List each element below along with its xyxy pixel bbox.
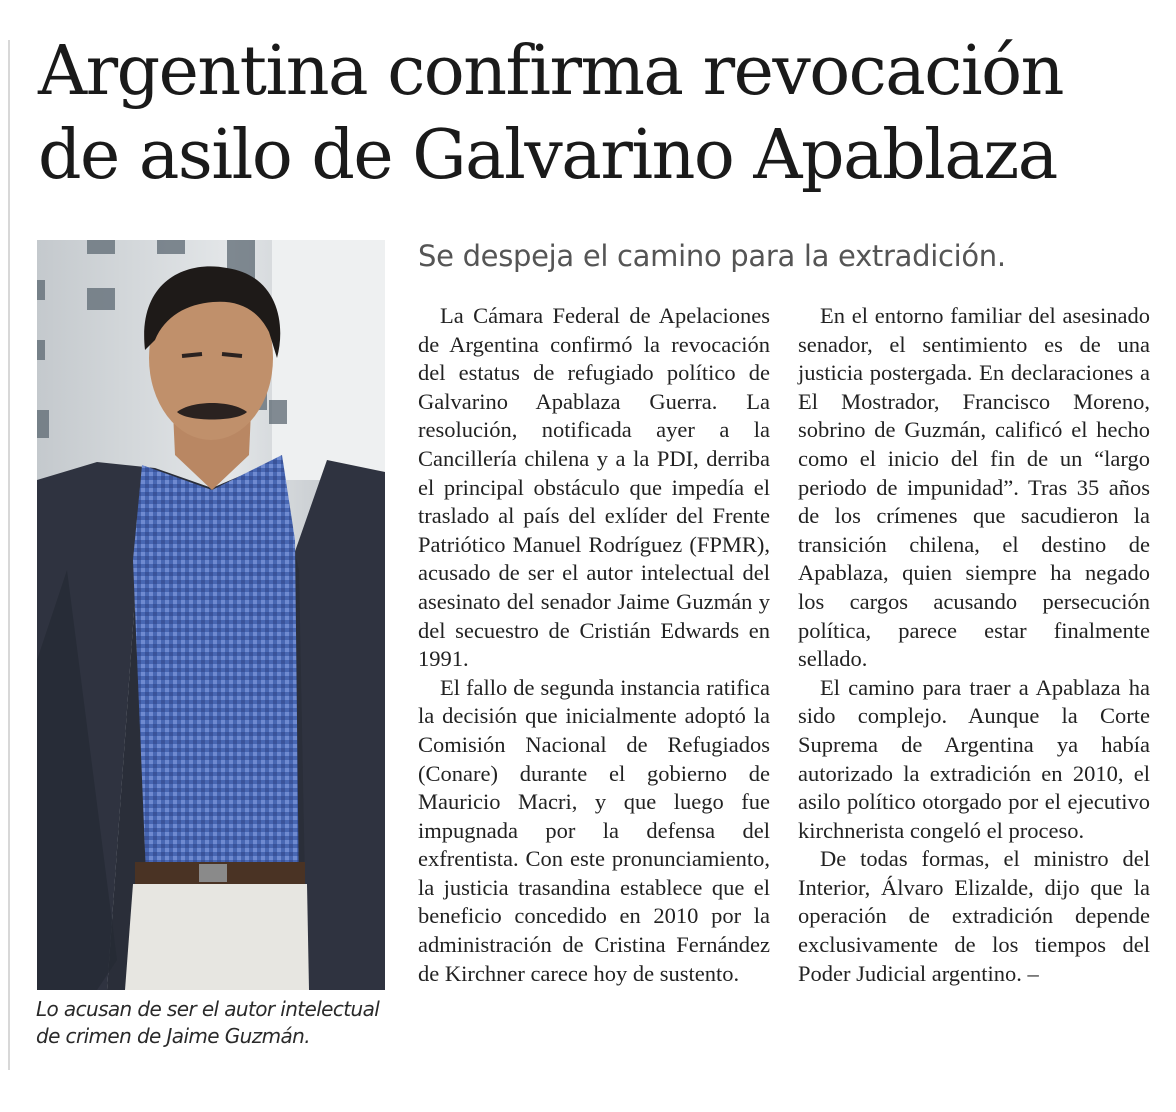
body-column-2 [798, 302, 1150, 988]
photo-caption: Lo acusan de ser el autor intelectual de crimen de Jaime Guzmán. [36, 997, 380, 1048]
paragraph: La Cámara Federal de Apelaciones de Argentina confirmó la revocación del estatus de refugiado político de Galvarino Apablaza Guerra. La resolución, notificada ayer a la Cancillería chilena y a la PDI, derriba el principal obstáculo que impedía el traslado al país del exlíder del Frente Patriótico Manuel Rodríguez (FPMR), acusado de ser el autor intelectual del asesinato del senador Jaime Guzmán y del secuestro de Cristián Edwards en 1991. [418, 303, 770, 672]
subheadline: Se despeja el camino para la extradición. [418, 239, 1006, 273]
page-left-rule [8, 40, 10, 1070]
paragraph: De todas formas, el ministro del Interior, Álvaro Elizalde, dijo que la operación de extradición depende exclusivamente de los tiempos del Poder Judicial argentino. – [798, 846, 1150, 986]
paragraph: El fallo de segunda instancia ratifica la decisión que inicialmente adoptó la Comisión Nacional de Refugiados (Conare) durante el gobierno de Mauricio Macri, y que luego fue impugnada por la defensa del exfrentista. Con este pronunciamiento, la justicia trasandina establece que el beneficio concedido en 2010 por la administración de Cristina Fernández de Kirchner carece hoy de sustento. [418, 674, 770, 986]
headline-line-2: de asilo de Galvarino Apablaza [38, 116, 1057, 195]
article-photo [37, 240, 385, 990]
body-column-1 [418, 302, 770, 988]
paragraph: En el entorno familiar del asesinado senador, el sentimiento es de una justicia postergada. En declaraciones a El Mostrador, Francisco Moreno, sobrino de Guzmán, calificó el hecho como el inicio del fin de un “largo periodo de impunidad”. Tras 35 años de los crímenes que sacudieron la transición chilena, el destino de Apablaza, quien siempre ha negado los cargos acusando persecución política, parece estar finalmente sellado. [798, 303, 1150, 672]
headline [38, 30, 1158, 198]
paragraph: El camino para traer a Apablaza ha sido complejo. Aunque la Corte Suprema de Argentina ya había autorizado la extradición en 2010, el asilo político otorgado por el ejecutivo kirchnerista congeló el proceso. [798, 674, 1150, 843]
headline-line-1: Argentina confirma revocación [38, 32, 1063, 111]
